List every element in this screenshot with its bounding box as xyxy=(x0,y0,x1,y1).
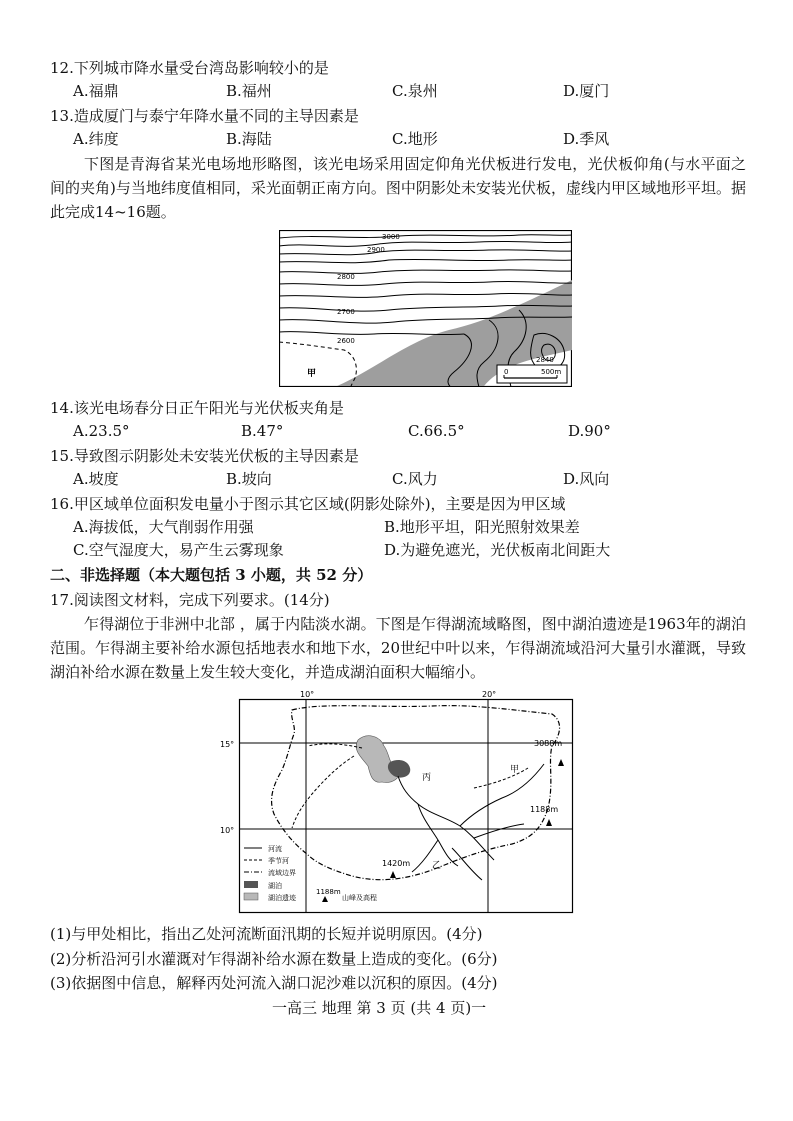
q15-option-d: D.风向 xyxy=(563,470,610,488)
lon-20-label: 20° xyxy=(482,690,497,699)
contour-label-2840: 2840 xyxy=(536,356,554,364)
q14-option-a: A.23.5° xyxy=(73,422,130,440)
label-yi: 乙 xyxy=(432,861,442,871)
legend-river: 河流 xyxy=(268,845,282,853)
q16-option-a: A.海拔低，大气削弱作用强 xyxy=(73,518,254,536)
q12-stem: 12.下列城市降水量受台湾岛影响较小的是 xyxy=(50,59,329,77)
q14-option-b: B.47° xyxy=(241,422,284,440)
q15-option-b: B.坡向 xyxy=(226,470,272,488)
q13-option-d: D.季风 xyxy=(563,130,610,148)
region-jia-label: 甲 xyxy=(307,369,317,379)
label-jia: 甲 xyxy=(510,765,520,775)
legend-peak: 山峰及高程 xyxy=(342,894,377,902)
q16-option-c: C.空气湿度大，易产生云雾现象 xyxy=(73,541,284,559)
q13-option-b: B.海陆 xyxy=(226,130,272,148)
page-footer: 一高三 地理 第 3 页 (共 4 页)一 xyxy=(272,999,487,1017)
q12-option-a: A.福鼎 xyxy=(73,82,119,100)
q14-option-d: D.90° xyxy=(568,422,611,440)
peak-3088-label: 3088m xyxy=(534,739,563,748)
q13-option-c: C.地形 xyxy=(392,130,438,148)
scale-zero: 0 xyxy=(504,368,509,376)
peak-1188-label: 1188m xyxy=(530,805,559,814)
contour-label-2600: 2600 xyxy=(337,337,355,345)
contour-label-3000: 3000 xyxy=(382,233,400,241)
legend-seasonal: 季节河 xyxy=(268,857,289,865)
q15-option-a: A.坡度 xyxy=(73,470,119,488)
q17-sub3: (3)依据图中信息，解释丙处河流入湖口泥沙难以沉积的原因。(4分) xyxy=(50,974,498,992)
contour-label-2700: 2700 xyxy=(337,308,355,316)
legend-lake: 湖泊 xyxy=(268,882,282,890)
contour-map xyxy=(279,230,572,387)
contour-label-2800: 2800 xyxy=(337,273,355,281)
legend-peak-sample: 1188m xyxy=(316,888,341,896)
q17-stem: 17.阅读图文材料，完成下列要求。(14分) xyxy=(50,591,330,609)
q13-option-a: A.纬度 xyxy=(73,130,119,148)
q15-stem: 15.导致图示阴影处未安装光伏板的主导因素是 xyxy=(50,447,359,465)
q17-sub1: (1)与甲处相比，指出乙处河流断面汛期的长短并说明原因。(4分) xyxy=(50,925,483,943)
intro-14-16: 下图是青海省某光电场地形略图，该光电场采用固定仰角光伏板进行发电，光伏板仰角(与水平面之间的夹角)与当地纬度值相同，采光面朝正南方向。图中阴影处未安装光伏板，虚线内甲区域地形平坦。据此完成14~16题。 xyxy=(50,155,746,221)
lon-10-label: 10° xyxy=(300,690,315,699)
q12-option-c: C.泉州 xyxy=(392,82,438,100)
q14-stem: 14.该光电场春分日正午阳光与光伏板夹角是 xyxy=(50,399,344,417)
peak-1420-label: 1420m xyxy=(382,859,411,868)
q16-option-b: B.地形平坦，阳光照射效果差 xyxy=(384,518,580,536)
q17-sub2: (2)分析沿河引水灌溉对乍得湖补给水源在数量上造成的变化。(6分) xyxy=(50,950,498,968)
section-2-heading: 二、非选择题（本大题包括 3 小题，共 52 分） xyxy=(50,566,373,584)
q13-stem: 13.造成厦门与泰宁年降水量不同的主导因素是 xyxy=(50,107,359,125)
lat-15-label: 15° xyxy=(220,740,235,749)
q16-option-d: D.为避免遮光，光伏板南北间距大 xyxy=(384,541,611,559)
legend-boundary: 流域边界 xyxy=(268,869,296,877)
q17-material: 乍得湖位于非洲中北部 ，属于内陆淡水湖。下图是乍得湖流域略图，图中湖泊遗迹是1963年的湖泊范围。乍得湖主要补给水源包括地表水和地下水，20世纪中叶以来，乍得湖流域沿河大量引水灌溉，导致湖泊补给水源在数量上发生较大变化，并造成湖泊面积大幅缩小。 xyxy=(50,615,746,681)
q14-option-c: C.66.5° xyxy=(408,422,465,440)
contour-label-2900: 2900 xyxy=(367,246,385,254)
q16-stem: 16.甲区域单位面积发电量小于图示其它区域(阴影处除外)，主要是因为甲区域 xyxy=(50,495,566,513)
lake-chad-map xyxy=(212,688,576,914)
q12-option-b: B.福州 xyxy=(226,82,272,100)
scale-end: 500m xyxy=(541,368,562,376)
q15-option-c: C.风力 xyxy=(392,470,438,488)
q12-option-d: D.厦门 xyxy=(563,82,610,100)
lat-10-label: 10° xyxy=(220,826,235,835)
legend-relic: 湖泊遗迹 xyxy=(268,894,296,902)
label-bing: 丙 xyxy=(422,773,432,783)
